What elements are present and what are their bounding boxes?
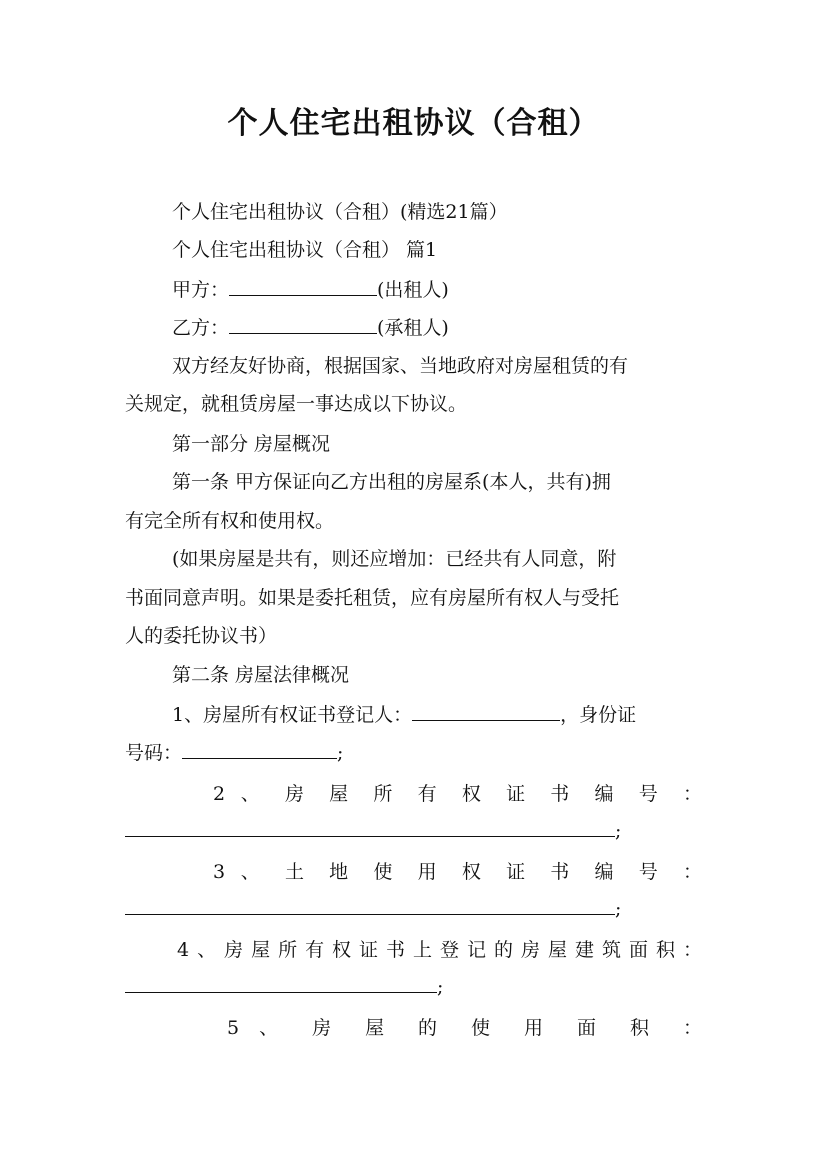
party-a-role: (出租人) [377, 279, 449, 301]
item2-blank [125, 818, 615, 837]
article2-heading: 第二条 房屋法律概况 [172, 664, 350, 686]
intro-line-2: 关规定，就租赁房屋一事达成以下协议。 [125, 393, 468, 415]
item1-name-blank [412, 702, 560, 721]
item1-line2-prefix: 号码： [125, 742, 183, 764]
item3-blank [125, 896, 615, 915]
item4-label: 4、房屋所有权证书上登记的房屋建筑面积： [177, 939, 702, 961]
party-b-label: 乙方： [172, 317, 230, 339]
item1-line-2 [125, 740, 702, 765]
party-a-label: 甲方： [172, 279, 230, 301]
item1-mid: ，身份证 [560, 704, 637, 726]
item1-line-1 [125, 702, 749, 727]
item1-id-blank [182, 740, 337, 759]
item2-blank-line [125, 818, 702, 843]
item3-end: ; [615, 898, 622, 920]
subtitle: 个人住宅出租协议（合租）(精选21篇） [172, 201, 508, 223]
note-line-2: 书面同意声明。如果是委托租赁，应有房屋所有权人与受托 [125, 587, 620, 609]
item4-blank-line [125, 974, 702, 999]
party-b-blank [229, 315, 377, 334]
article1-line-1: 第一条 甲方保证向乙方出租的房屋系(本人，共有)拥 [172, 471, 611, 493]
part1-heading: 第一部分 房屋概况 [172, 433, 331, 455]
note-line-3: 人的委托协议书） [125, 625, 278, 647]
item1-line2-end: ; [337, 742, 344, 764]
article1-line-2: 有完全所有权和使用权。 [125, 510, 335, 532]
note-line-1: (如果房屋是共有，则还应增加：已经共有人同意，附 [172, 548, 617, 570]
item3-blank-line [125, 896, 702, 921]
item4-blank [125, 974, 437, 993]
item2-label: 2 、 房 屋 所 有 权 证 书 编 号 ： [213, 783, 702, 805]
item4-end: ; [437, 976, 444, 998]
party-b-line [125, 315, 749, 340]
item1-prefix: 1、房屋所有权证书登记人： [172, 704, 413, 726]
document-title: 个人住宅出租协议（合租） [227, 106, 600, 141]
party-a-line [125, 277, 749, 302]
party-a-blank [229, 277, 377, 296]
intro-line-1: 双方经友好协商，根据国家、当地政府对房屋租赁的有 [172, 355, 629, 377]
item5-label: 5 、 房 屋 的 使 用 面 积 ： [227, 1017, 702, 1039]
item2-end: ; [615, 820, 622, 842]
chapter-heading: 个人住宅出租协议（合租） 篇1 [172, 239, 438, 261]
party-b-role: (承租人) [377, 317, 449, 339]
item3-label: 3 、 土 地 使 用 权 证 书 编 号 ： [213, 861, 702, 883]
